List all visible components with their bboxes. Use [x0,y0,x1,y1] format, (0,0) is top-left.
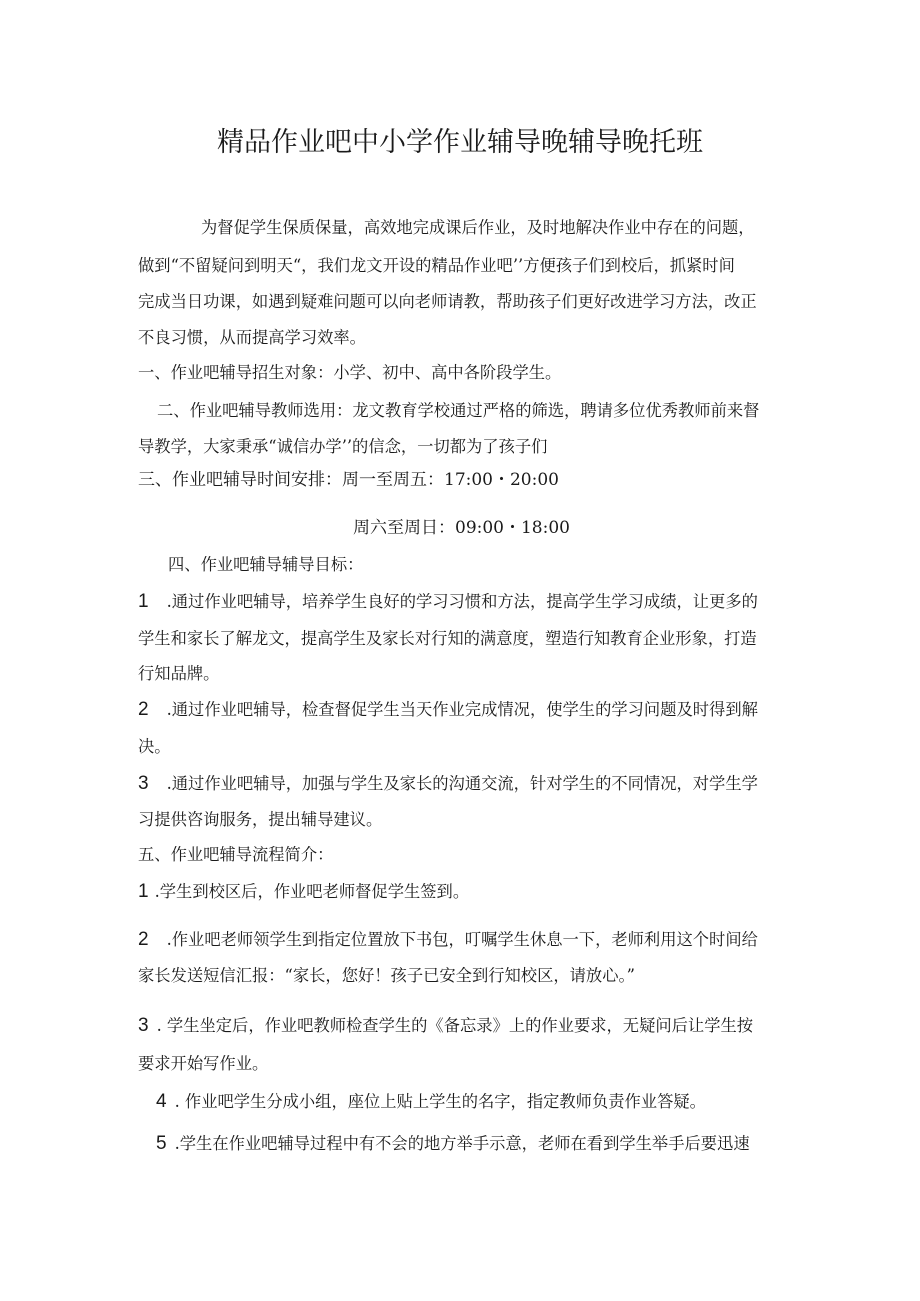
item-number: 3 [138,773,149,794]
section-4-item-3-line-1 [138,774,758,794]
item-number: 2 [138,699,149,720]
item-text: .通过作业吧辅导，检查督促学生当天作业完成情况，使学生的学习问题及时得到解 [166,700,758,719]
section-4-heading: 四、作业吧辅导辅导目标： [168,555,364,574]
section-2-line-1: 二、作业吧辅导教师选用：龙文教育学校通过严格的筛选，聘请多位优秀教师前来督 [157,401,760,420]
intro-line-1: 为督促学生保质保量，高效地完成课后作业，及时地解决作业中存在的问题， [201,218,755,237]
section-5-item-3-line-1 [138,1016,753,1036]
item-text: .通过作业吧辅导，培养学生良好的学习习惯和方法，提高学生学习成绩，让更多的 [166,592,758,611]
intro-line-3: 完成当日功课，如遇到疑难问题可以向老师请教，帮助孩子们更好改进学习方法，改正 [138,292,757,311]
section-4-item-2-line-2: 决。 [138,737,171,756]
item-text: . 学生坐定后，作业吧教师检查学生的《备忘录》上的作业要求，无疑问后让学生按 [156,1016,754,1035]
intro-line-2: 做到“不留疑问到明天“，我们龙文开设的精品作业吧’’方便孩子们到校后，抓紧时间 [138,256,735,275]
section-5-heading: 五、作业吧辅导流程简介： [138,845,334,864]
section-5-item-4 [156,1092,706,1112]
section-5-item-2-line-1 [138,930,758,950]
section-2-line-2: 导教学，大家秉承“诚信办学’’的信念，一切都为了孩子们 [138,437,548,456]
section-5-item-1 [138,882,469,902]
section-4-item-3-line-2: 习提供咨询服务，提出辅导建议。 [138,810,383,829]
section-5-item-5 [156,1134,750,1154]
section-3-line-1: 三、作业吧辅导时间安排：周一至周五：17:00・20:00 [138,470,559,490]
section-4-item-1-line-1 [138,592,758,612]
item-number: 5 [156,1133,167,1154]
section-4-item-1-line-3: 行知品牌。 [138,664,220,683]
item-text: .学生到校区后，作业吧老师督促学生签到。 [154,882,470,901]
section-4-item-2-line-1 [138,700,758,720]
intro-line-4: 不良习惯，从而提高学习效率。 [138,328,366,347]
section-3-line-2: 周六至周日：09:00・18:00 [353,518,570,538]
item-number: 2 [138,929,149,950]
item-text: .通过作业吧辅导，加强与学生及家长的沟通交流，针对学生的不同情况，对学生学 [166,774,758,793]
item-text: .学生在作业吧辅导过程中有不会的地方举手示意，老师在看到学生举手后要迅速 [174,1134,750,1153]
section-5-item-3-line-2: 要求开始写作业。 [138,1054,269,1073]
page-title: 精品作业吧中小学作业辅导晚辅导晚托班 [217,127,703,158]
section-4-item-1-line-2: 学生和家长了解龙文，提高学生及家长对行知的满意度，塑造行知教育企业形象，打造 [138,629,757,648]
section-5-item-2-line-2: 家长发送短信汇报：“家长，您好！孩子已安全到行知校区，请放心。” [138,966,635,985]
item-number: 1 [138,881,149,902]
item-number: 4 [156,1091,167,1112]
item-text: .作业吧老师领学生到指定位置放下书包，叮嘱学生休息一下，老师利用这个时间给 [166,930,758,949]
item-number: 1 [138,591,149,612]
section-1-line: 一、作业吧辅导招生对象：小学、初中、高中各阶段学生。 [138,363,562,382]
item-text: . 作业吧学生分成小组，座位上贴上学生的名字，指定教师负责作业答疑。 [174,1092,706,1111]
item-number: 3 [138,1015,149,1036]
